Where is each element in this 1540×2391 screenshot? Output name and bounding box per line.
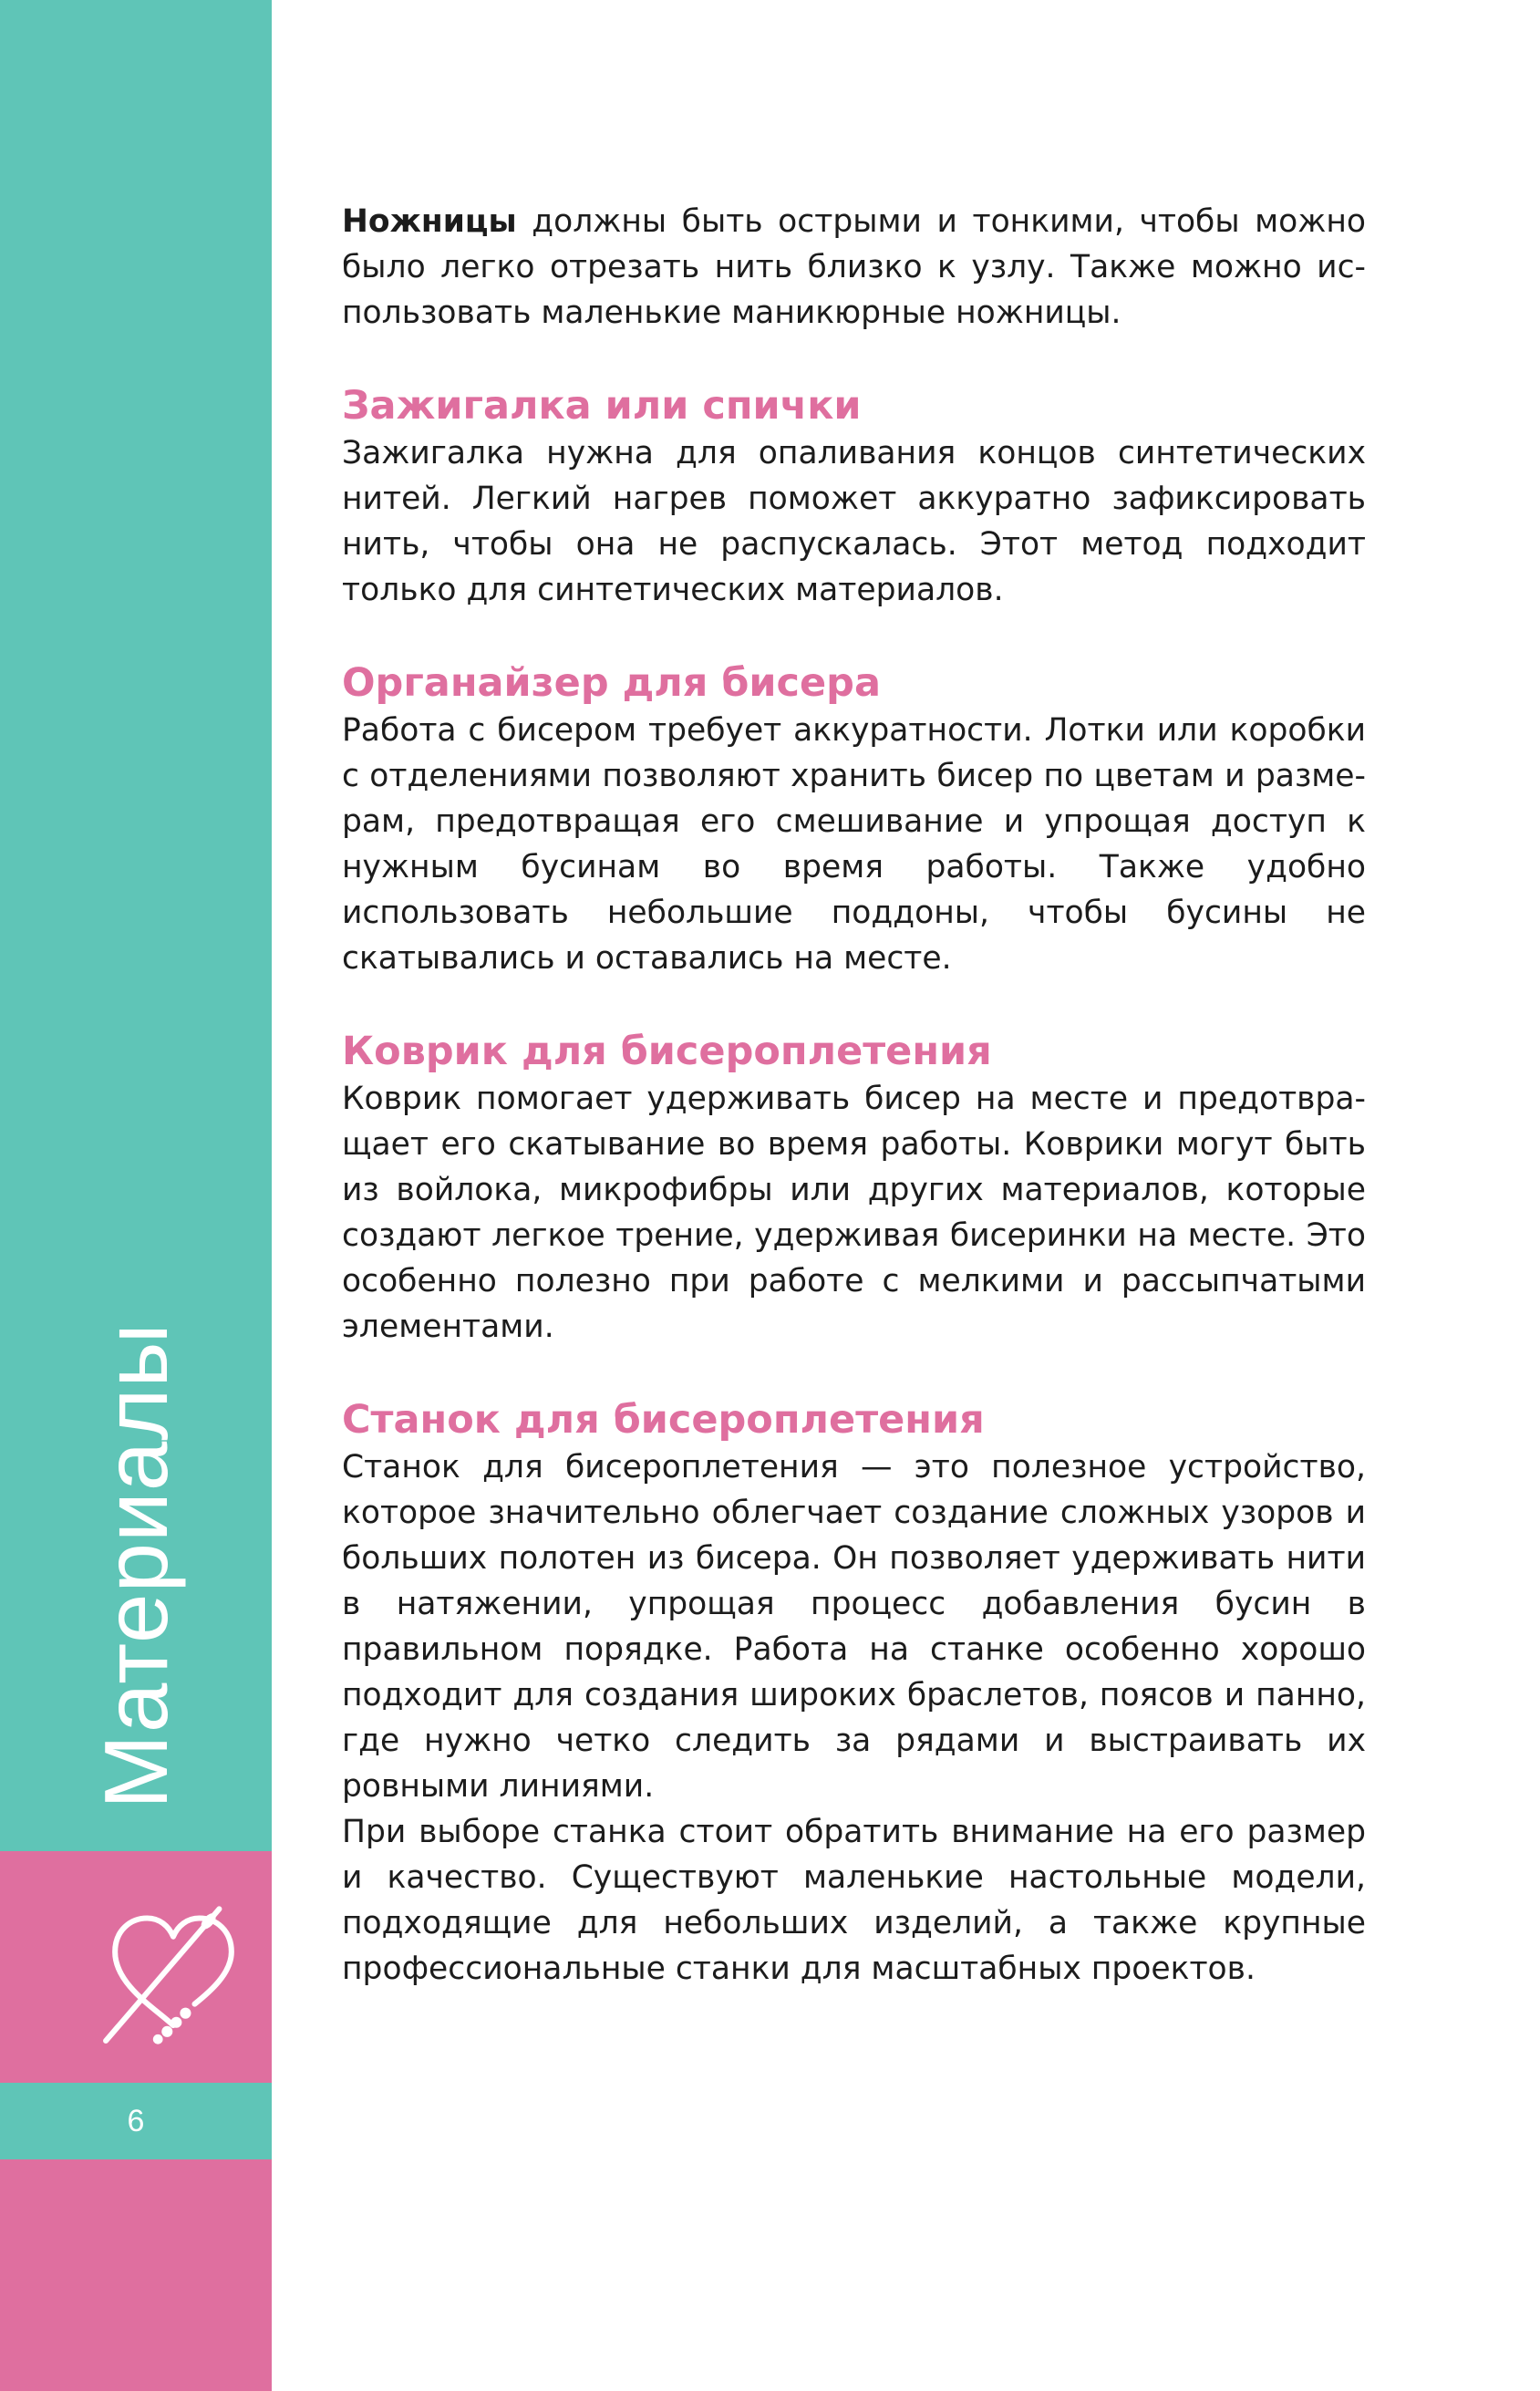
page-content xyxy=(342,199,1366,1992)
section-paragraph: Станок для бисероплетения — это полезное устройство, которое значительно облегчает создание сложных узоров и больших полотен из бисера. Он позволяет удерживать нити в натяжении, упрощая процесс добавления бусин в правильном порядке. Работа на станке особенно хорошо подходит для создания широких браслетов, поясов и панно, где нужно четко следить за рядами и выстраивать их ровными линиями. xyxy=(342,1449,1366,1805)
section-beading-loom xyxy=(342,1395,1366,1992)
section-heading: Станок для бисероплетения xyxy=(342,1397,985,1443)
section-heading: Коврик для бисероплетения xyxy=(342,1029,992,1074)
intro-paragraph xyxy=(342,199,1366,336)
section-heading: Зажигалка или спички xyxy=(342,383,862,429)
heart-needle-beads-icon xyxy=(97,1897,250,2050)
section-paragraph: Зажигалка нужна для опаливания концов синтетических нитей. Легкий нагрев поможет аккуратно зафиксировать нить, чтобы она не распускалась. Этот метод подходит только для синтетических материалов. xyxy=(342,435,1366,608)
sidebar xyxy=(0,0,272,2391)
section-tab-title: Материалы xyxy=(86,1322,186,1809)
section-bead-organizer xyxy=(342,658,1366,981)
section-heading: Органайзер для бисера xyxy=(342,660,881,706)
section-paragraph: Работа с бисером требует аккуратности. Лотки или коробки с отделениями позволяют хранить бисер по цветам и размерам, предотвращая его смешивание и упрощая доступ к нужным бусинам во время работы. Также удобно использовать небольшие поддоны, чтобы бусины не скатывались и оставались на месте. xyxy=(342,712,1366,977)
page-number: 6 xyxy=(127,2104,145,2138)
section-lighter xyxy=(342,381,1366,613)
sidebar-pink-footer xyxy=(0,2159,272,2391)
section-paragraph: При выборе станка стоит обратить внимание на его размер и качество. Существуют маленькие настольные модели, подходящие для небольших изделий, а также крупные профессиональные станки для масштабных проектов. xyxy=(342,1814,1366,1987)
intro-term: Ножницы xyxy=(342,203,517,240)
intro-text: должны быть острыми и тонкими, чтобы можно было легко отрезать нить близко к узлу. Также можно использовать маленькие маникюрные ножницы. xyxy=(342,203,1366,331)
section-paragraph: Коврик помогает удерживать бисер на месте и предотвращает его скатывание во время работы. Коврики могут быть из войлока, микрофибры или других материалов, которые создают легкое трение, удерживая бисеринки на месте. Это особенно полезно при работе с мелкими и рассыпчатыми элементами. xyxy=(342,1081,1366,1345)
section-beading-mat xyxy=(342,1027,1366,1350)
